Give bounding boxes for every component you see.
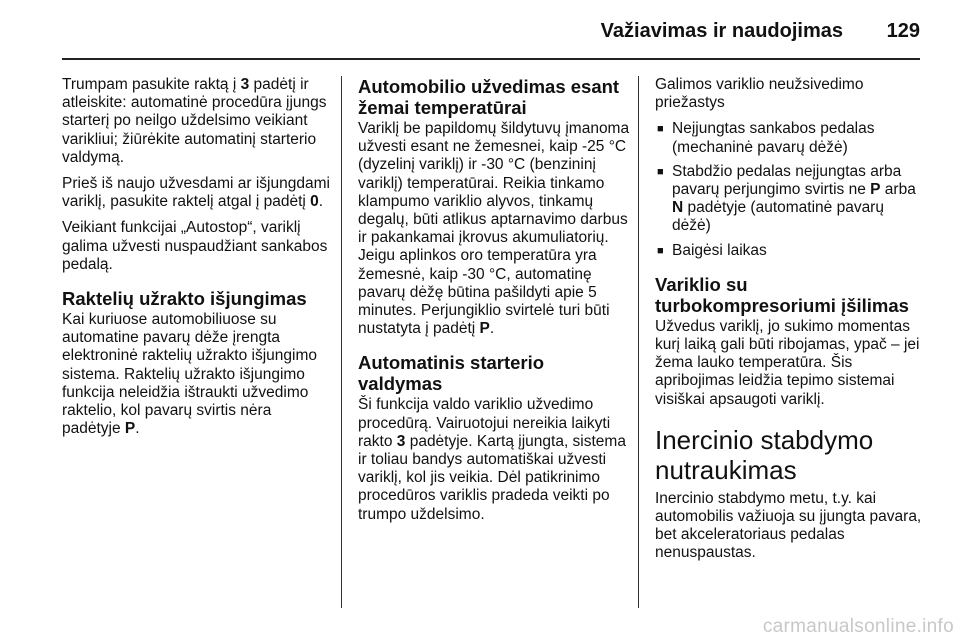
paragraph-auto-starter: Ši funkcija valdo variklio užvedimo procedūrą. Vairuotojui nereikia laikyti rakto 3 padėtyje. Kartą įjungta, sistema ir toliau bandys automatiškai užvesti variklį, kol jis veikia. Dėl patikrinimo procedūros variklis pradeda veikti po trumpo uždelsimo. — [358, 396, 626, 523]
column-2 — [358, 76, 630, 532]
paragraph-no-start-causes: Galimos variklio neužsivedimo priežastys — [655, 76, 864, 112]
page-header — [0, 0, 960, 60]
column-1 — [62, 76, 334, 446]
running-title: Važiavimas ir naudojimas — [600, 20, 843, 42]
heading-key-lock: Raktelių užrakto išjungimas — [62, 288, 307, 310]
heading-turbo-warmup: Variklio su turbokompresoriumi įšilimas — [655, 273, 909, 316]
watermark: carmanualsonline.info — [762, 616, 954, 637]
paragraph-restart: Prieš iš naujo užvesdami ar išjungdami variklį, pasukite raktelį atgal į padėtį 0. — [62, 175, 330, 211]
paragraph-key-lock: Kai kuriuose automobiliuose su automatine pavarų dėže įrengta elektroninė raktelių užrakto išjungimo sistema. Raktelių užrakto išjungimo funkcija neleidžia ištraukti užvedimo raktelio, kol pavarų svirtis nėra padėtyje P. — [62, 311, 318, 438]
column-divider-1 — [341, 76, 342, 608]
paragraph-inertia-braking: Inercinio stabdymo metu, t.y. kai automobilis važiuoja su įjungta pavara, bet akceleratoriaus pedalas nenuspaustas. — [655, 489, 922, 562]
list-item: ■ Baigėsi laikas — [657, 241, 767, 259]
header-rule — [62, 58, 920, 60]
column-3 — [655, 76, 927, 571]
heading-low-temperature: Automobilio užvedimas esant žemai temperatūrai — [358, 76, 620, 118]
page-number: 129 — [886, 20, 920, 42]
heading-auto-starter: Automatinis starterio valdymas — [358, 352, 545, 395]
column-divider-2 — [638, 76, 639, 608]
causes-list — [655, 120, 927, 259]
bullet-icon: ■ — [657, 123, 664, 136]
paragraph-start-key: Trumpam pasukite raktą į 3 padėtį ir atleiskite: automatinė procedūra įjungs starterį po neilgo uždelsimo veikiant varikliui; žiūrėkite automatinį starterio valdymą. — [62, 76, 327, 166]
heading-inertia-braking: Inercinio stabdymo nutraukimas — [655, 424, 874, 485]
list-item: ■ Neįjungtas sankabos pedalas (mechaninė pavarų dėžė) — [657, 120, 875, 156]
paragraph-low-temperature: Variklį be papildomų šildytuvų įmanoma užvesti esant ne žemesnei, kaip -25 °C (dyzelinį variklį) ir -30 °C (benzininį variklį) temperatūrai. Reikia tinkamo klampumo variklio alyvos, tinkamų degalų, būti atlikus aptarnavimo darbus ir pakankamai įkrovus akumuliatorių. Jeigu aplinkos oro temperatūra yra žemesnė, kaip -30 °C, automatinę pavarų dėžę būtina pašildyti apie 5 minutes. Perjungiklio svirtelė turi būti nustatyta į padėtį P. — [358, 120, 630, 338]
paragraph-autostop: Veikiant funkcijai „Autostop“, variklį galima užvesti nuspaudžiant sankabos pedalą. — [62, 219, 328, 273]
bullet-icon: ■ — [657, 165, 664, 178]
bullet-icon: ■ — [657, 244, 664, 257]
paragraph-turbo-warmup: Užvedus variklį, jo sukimo momentas kurį laiką gali būti ribojamas, ypač – jei žema lauko temperatūra. Šis apribojimas leidžia tepimo sistemai visiškai apsaugoti variklį. — [655, 317, 920, 408]
list-item: ■ Stabdžio pedalas neįjungtas arba pavarų perjungimo svirtis ne P arba N padėtyje (automatinė pavarų dėžė) — [657, 162, 916, 235]
